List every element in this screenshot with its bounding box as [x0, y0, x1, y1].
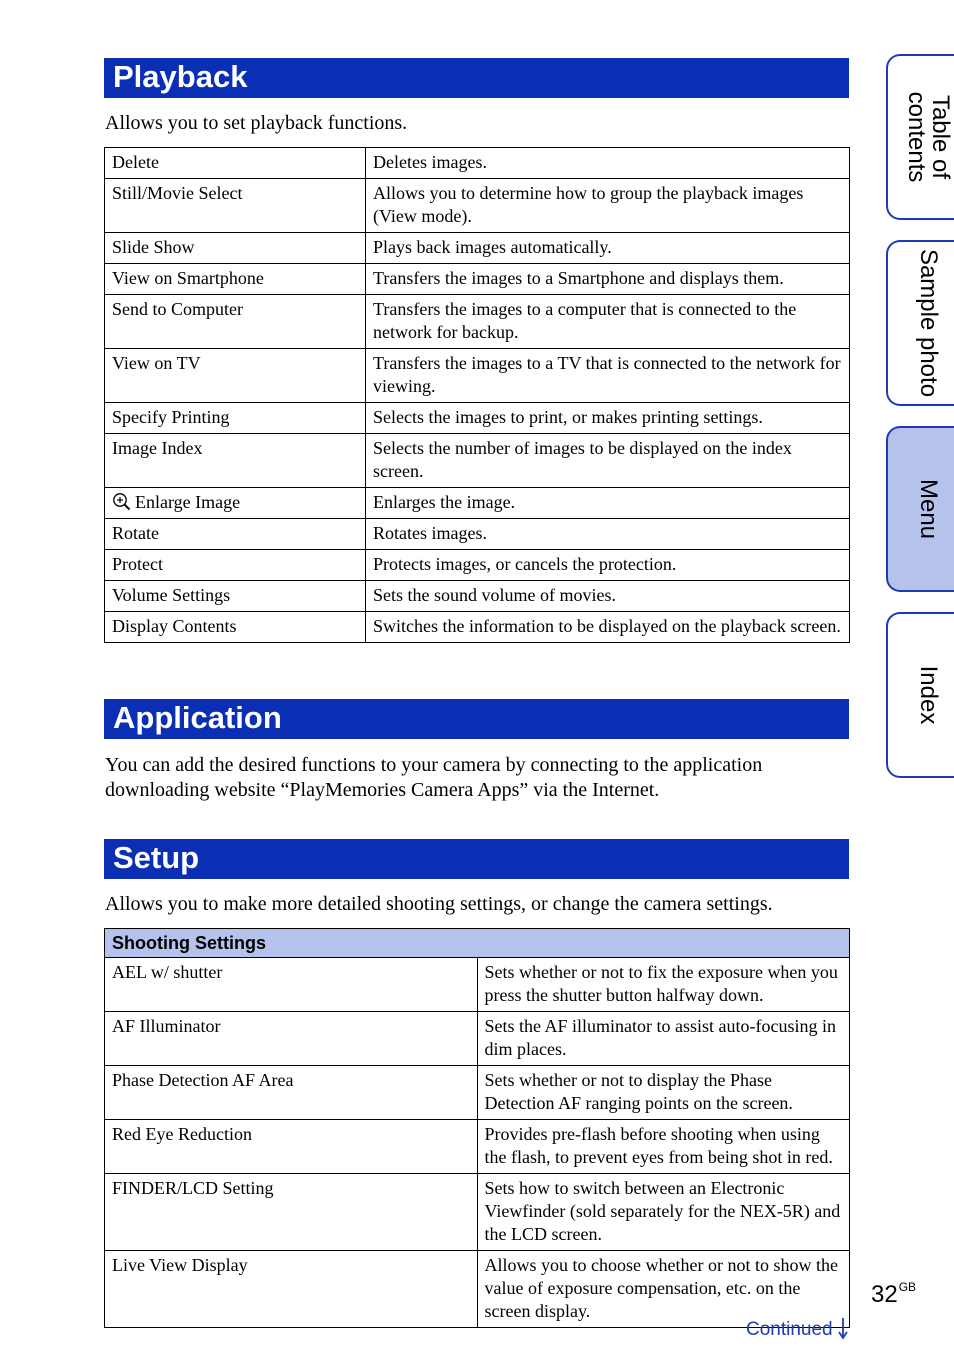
tab-index[interactable] — [886, 612, 954, 778]
function-description: Protects images, or cancels the protection. — [366, 550, 850, 581]
function-name-cell — [105, 1251, 478, 1328]
function-name-cell — [105, 295, 366, 349]
tab-table-of-contents-label: Table of contents — [903, 91, 954, 183]
function-name-cell — [105, 612, 366, 643]
continued-label: Continued — [746, 1319, 833, 1340]
table-row — [105, 264, 850, 295]
function-description: Transfers the images to a TV that is connected to the network for viewing. — [366, 349, 850, 403]
setup-heading: Setup — [113, 840, 200, 875]
function-name: Still/Movie Select — [112, 183, 243, 203]
function-name: Rotate — [112, 523, 159, 543]
table-row — [105, 403, 850, 434]
function-name-cell — [105, 519, 366, 550]
function-name-cell — [105, 403, 366, 434]
table-row — [105, 179, 850, 233]
table-row — [105, 1120, 850, 1174]
function-description: Deletes images. — [366, 148, 850, 179]
down-arrow-icon — [838, 1317, 848, 1339]
function-name: AF Illuminator — [112, 1016, 221, 1036]
function-description: Enlarges the image. — [366, 488, 850, 519]
page-number: $32^{GB}$ — [871, 1280, 917, 1308]
table-row — [105, 1251, 850, 1328]
table-row — [105, 488, 850, 519]
function-name-cell — [105, 581, 366, 612]
function-description: Sets how to switch between an Electronic Viewfinder (sold separately for the NEX-5R) and the LCD screen. — [477, 1174, 850, 1251]
function-name: FINDER/LCD Setting — [112, 1178, 274, 1198]
playback-heading-bar — [104, 58, 849, 98]
function-name-cell — [105, 1012, 478, 1066]
function-name-cell — [105, 434, 366, 488]
function-description: Switches the information to be displayed on the playback screen. — [366, 612, 850, 643]
function-description: Allows you to determine how to group the playback images (View mode). — [366, 179, 850, 233]
function-name-cell — [105, 148, 366, 179]
application-heading: Application — [113, 700, 282, 735]
function-name: Volume Settings — [112, 585, 231, 605]
function-description: Selects the number of images to be displayed on the index screen. — [366, 434, 850, 488]
setup-heading-bar — [104, 839, 849, 879]
table-row — [105, 581, 850, 612]
function-name-cell — [105, 233, 366, 264]
playback-table — [104, 147, 850, 643]
setup-intro: Allows you to make more detailed shooting settings, or change the camera settings. — [105, 893, 773, 915]
table-row — [105, 233, 850, 264]
function-description: Transfers the images to a computer that is connected to the network for backup. — [366, 295, 850, 349]
application-intro: You can add the desired functions to your camera by connecting to the application downloading website “PlayMemories Camera Apps” via the Internet. — [105, 754, 763, 801]
function-name-cell — [105, 1120, 478, 1174]
function-name: Image Index — [112, 438, 203, 458]
function-description: Plays back images automatically. — [366, 233, 850, 264]
function-name-cell — [105, 179, 366, 233]
table-row — [105, 550, 850, 581]
function-name-cell — [105, 1066, 478, 1120]
function-name: Red Eye Reduction — [112, 1124, 252, 1144]
function-name: Delete — [112, 152, 159, 172]
function-description: Sets whether or not to display the Phase Detection AF ranging points on the screen. — [477, 1066, 850, 1120]
function-name-cell — [105, 349, 366, 403]
function-name: Specify Printing — [112, 407, 230, 427]
function-description: Allows you to choose whether or not to show the value of exposure compensation, etc. on the screen display. — [477, 1251, 850, 1328]
table-row — [105, 295, 850, 349]
function-name: View on TV — [112, 353, 201, 373]
tab-menu[interactable] — [886, 426, 954, 592]
continued-link[interactable] — [746, 1317, 848, 1341]
playback-heading: Playback — [113, 59, 248, 94]
zoom-in-icon — [112, 492, 131, 511]
function-name: Send to Computer — [112, 299, 243, 319]
table-row — [105, 1012, 850, 1066]
playback-intro: Allows you to set playback functions. — [105, 112, 408, 134]
tab-sample-photo[interactable] — [886, 240, 954, 406]
table-row — [105, 612, 850, 643]
table-row — [105, 519, 850, 550]
tab-table-of-contents[interactable] — [886, 54, 954, 220]
table-row — [105, 148, 850, 179]
table-row — [105, 1066, 850, 1120]
table-row — [105, 349, 850, 403]
table-row — [105, 1174, 850, 1251]
function-description: Transfers the images to a Smartphone and displays them. — [366, 264, 850, 295]
function-description: Sets whether or not to fix the exposure when you press the shutter button halfway down. — [477, 958, 850, 1012]
function-name: Protect — [112, 554, 163, 574]
application-heading-bar — [104, 699, 849, 739]
table-row — [105, 958, 850, 1012]
function-description: Selects the images to print, or makes printing settings. — [366, 403, 850, 434]
function-name-cell — [105, 1174, 478, 1251]
function-description: Sets the sound volume of movies. — [366, 581, 850, 612]
function-description: Rotates images. — [366, 519, 850, 550]
function-name: View on Smartphone — [112, 268, 264, 288]
tab-menu-label: Menu — [915, 478, 942, 540]
function-name-cell — [105, 264, 366, 295]
table-row — [105, 434, 850, 488]
function-name: Enlarge Image — [135, 492, 241, 512]
function-name: Display Contents — [112, 616, 237, 636]
function-name: Slide Show — [112, 237, 195, 257]
tab-sample-photo-label: Sample photo — [915, 248, 942, 398]
function-name-cell — [105, 550, 366, 581]
function-name: Phase Detection AF Area — [112, 1070, 294, 1090]
tab-index-label: Index — [915, 665, 942, 725]
setup-table — [104, 928, 850, 1328]
shooting-settings-header: Shooting Settings — [105, 929, 850, 958]
function-name-cell — [105, 958, 478, 1012]
function-name: AEL w/ shutter — [112, 962, 223, 982]
function-name: Live View Display — [112, 1255, 248, 1275]
function-description: Provides pre-flash before shooting when using the flash, to prevent eyes from being shot in red. — [477, 1120, 850, 1174]
setup-table-header-row — [105, 929, 850, 958]
function-description: Sets the AF illuminator to assist auto-focusing in dim places. — [477, 1012, 850, 1066]
page-number-suffix: GB — [898, 1280, 917, 1294]
function-name-cell — [105, 488, 366, 519]
